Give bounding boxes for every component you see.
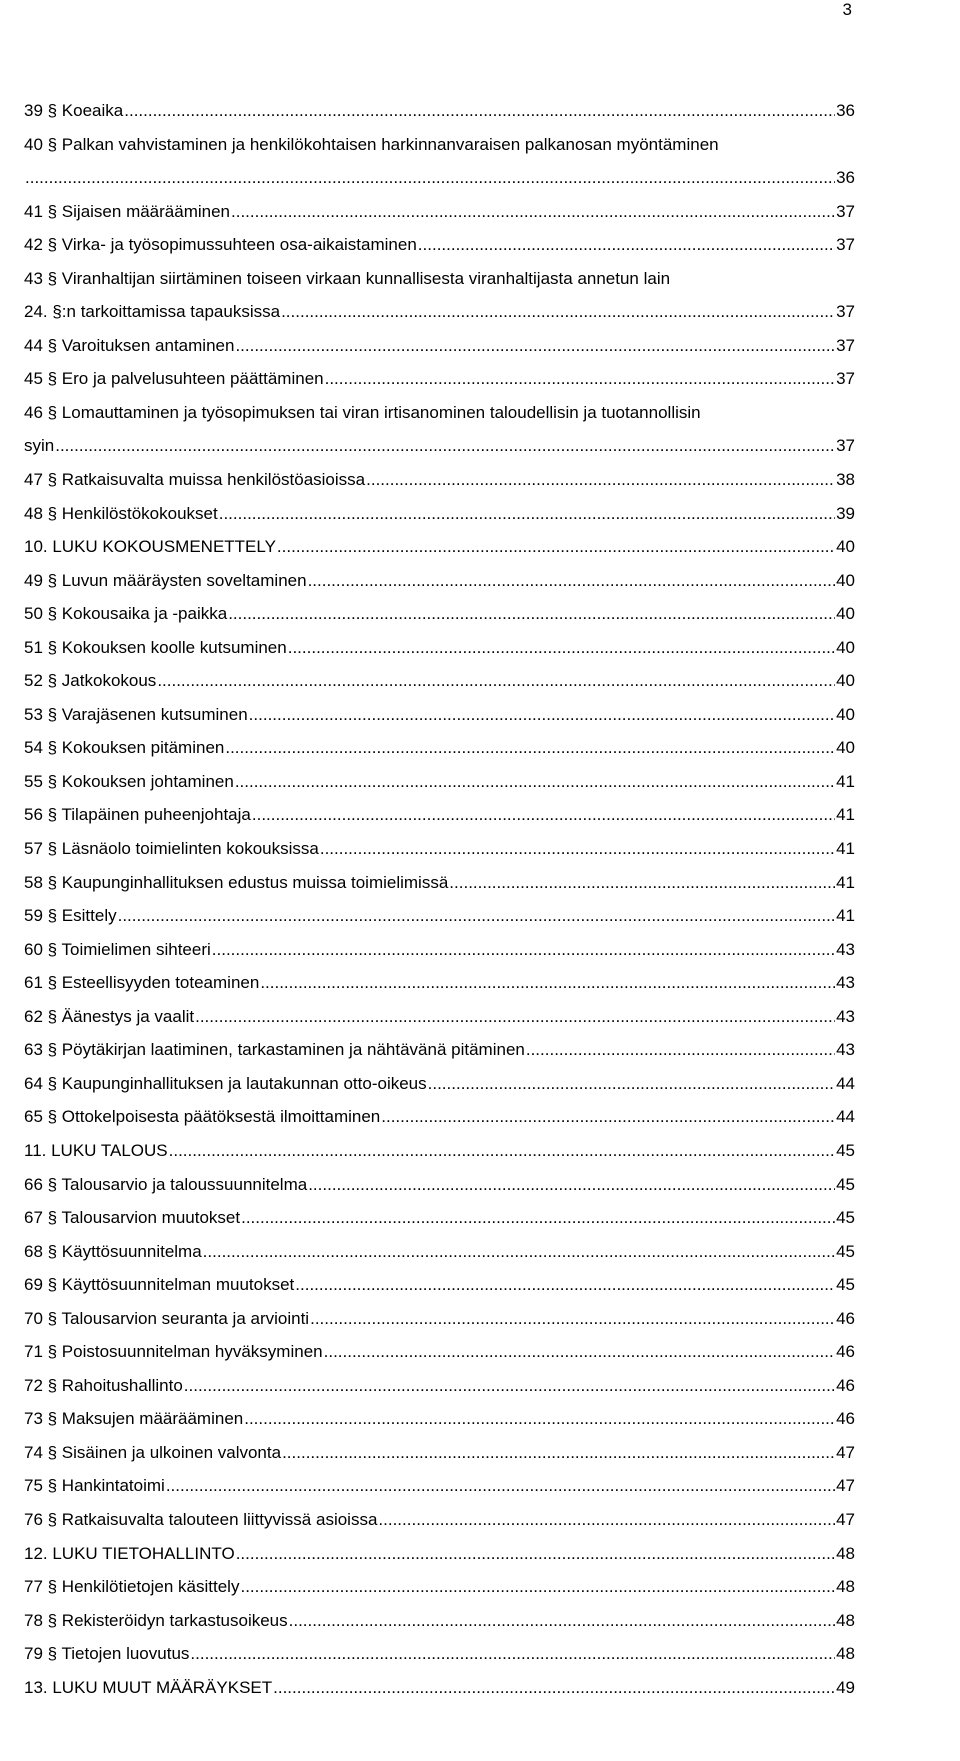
- toc-entry-page: 47: [836, 1476, 855, 1496]
- toc-entry-title: 45 § Ero ja palvelusuhteen päättäminen: [24, 369, 324, 389]
- toc-entry[interactable]: [24, 1469, 855, 1503]
- toc-entry[interactable]: [24, 664, 855, 698]
- toc-entry-title: 12. LUKU TIETOHALLINTO: [24, 1543, 235, 1563]
- dot-leader: [240, 1570, 835, 1604]
- toc-entry-title: 44 § Varoituksen antaminen: [24, 335, 235, 355]
- dot-leader: [203, 1235, 835, 1269]
- dot-leader: [526, 1033, 835, 1067]
- toc-entry-title: 66 § Talousarvio ja taloussuunnitelma: [24, 1174, 308, 1194]
- toc-entry-title: 75 § Hankintatoimi: [24, 1476, 165, 1496]
- toc-entry-title: 68 § Käyttösuunnitelma: [24, 1241, 202, 1261]
- toc-entry-page: 46: [836, 1375, 855, 1395]
- dot-leader: [378, 1503, 835, 1537]
- toc-entry-page: 45: [836, 1140, 855, 1160]
- toc-entry-page: 40: [836, 637, 855, 657]
- toc-entry-page: 41: [836, 839, 855, 859]
- dot-leader: [295, 1268, 835, 1302]
- toc-entry[interactable]: [24, 262, 855, 329]
- toc-entry[interactable]: [24, 362, 855, 396]
- toc-entry-page: 37: [836, 335, 855, 355]
- toc-entry-title: 72 § Rahoitushallinto: [24, 1375, 183, 1395]
- toc-entry-title: 61 § Esteellisyyden toteaminen: [24, 973, 260, 993]
- toc-entry-title: 10. LUKU KOKOUSMENETTELY: [24, 537, 276, 557]
- toc-entry[interactable]: [24, 899, 855, 933]
- toc-entry-page: 48: [836, 1577, 855, 1597]
- toc-entry[interactable]: [24, 128, 855, 195]
- dot-leader: [124, 94, 835, 128]
- toc-entry-title-continued: syin: [24, 436, 55, 456]
- dot-leader: [288, 631, 835, 665]
- toc-entry[interactable]: [24, 94, 855, 128]
- toc-entry-title: 51 § Kokouksen koolle kutsuminen: [24, 637, 287, 657]
- dot-leader: [252, 798, 835, 832]
- toc-entry-page: 37: [836, 369, 855, 389]
- toc-entry-title: 48 § Henkilöstökokoukset: [24, 503, 218, 523]
- toc-entry-title: 77 § Henkilötietojen käsittely: [24, 1577, 240, 1597]
- dot-leader: [249, 698, 835, 732]
- toc-entry-page: 40: [836, 738, 855, 758]
- toc-entry[interactable]: [24, 530, 855, 564]
- dot-leader: [225, 731, 835, 765]
- toc-entry-page: 38: [836, 470, 855, 490]
- toc-entry-title: 69 § Käyttösuunnitelman muutokset: [24, 1275, 295, 1295]
- toc-entry-page: 44: [836, 1073, 855, 1093]
- toc-entry[interactable]: [24, 195, 855, 229]
- dot-leader: [366, 463, 835, 497]
- toc-entry-page: 41: [836, 906, 855, 926]
- toc-entry[interactable]: [24, 1235, 855, 1269]
- toc-entry[interactable]: [24, 1537, 855, 1571]
- toc-entry[interactable]: [24, 765, 855, 799]
- toc-entry-title: 64 § Kaupunginhallituksen ja lautakunnan otto-oikeus: [24, 1073, 427, 1093]
- dot-leader: [157, 664, 835, 698]
- toc-entry-title: 58 § Kaupunginhallituksen edustus muissa toimielimissä: [24, 872, 449, 892]
- toc-entry-title: 55 § Kokouksen johtaminen: [24, 771, 234, 791]
- toc-entry[interactable]: [24, 933, 855, 967]
- toc-entry-title: 67 § Talousarvion muutokset: [24, 1208, 241, 1228]
- toc-entry-page: 40: [836, 604, 855, 624]
- toc-entry-title: 73 § Maksujen määrääminen: [24, 1409, 244, 1429]
- toc-entry[interactable]: [24, 798, 855, 832]
- toc-entry-title: 40 § Palkan vahvistaminen ja henkilökohtaisen harkinnanvaraisen palkanosan myöntäminen: [24, 134, 719, 154]
- toc-entry-page: 41: [836, 872, 855, 892]
- page-number: 3: [842, 0, 852, 19]
- dot-leader: [418, 228, 835, 262]
- toc-entry-title: 13. LUKU MUUT MÄÄRÄYKSET: [24, 1677, 273, 1697]
- toc-entry-page: 45: [836, 1275, 855, 1295]
- toc-entry-page: 36: [836, 101, 855, 120]
- dot-leader: [449, 866, 835, 900]
- toc-entry-page: 37: [836, 201, 855, 221]
- dot-leader: [55, 429, 835, 463]
- toc-entry[interactable]: [24, 228, 855, 262]
- dot-leader: [308, 564, 836, 598]
- dot-leader: [273, 1671, 835, 1705]
- toc-entry-page: 47: [836, 1509, 855, 1529]
- toc-entry-page: 46: [836, 1308, 855, 1328]
- toc-entry-page: 43: [836, 973, 855, 993]
- toc-entry[interactable]: [24, 1637, 855, 1671]
- dot-leader: [219, 497, 835, 531]
- toc-entry[interactable]: [24, 564, 855, 598]
- toc-entry-title: 53 § Varajäsenen kutsuminen: [24, 704, 248, 724]
- toc-entry-page: 46: [836, 1409, 855, 1429]
- dot-leader: [381, 1100, 835, 1134]
- toc-entry[interactable]: [24, 1168, 855, 1202]
- dot-leader: [428, 1067, 835, 1101]
- toc-entry-title: 50 § Kokousaika ja -paikka: [24, 604, 228, 624]
- toc-entry-title: 62 § Äänestys ja vaalit: [24, 1006, 195, 1026]
- toc-entry-title: 47 § Ratkaisuvalta muissa henkilöstöasioissa: [24, 470, 366, 490]
- dot-leader: [320, 832, 835, 866]
- toc-entry-page: 40: [836, 537, 855, 557]
- toc-entry[interactable]: [24, 1369, 855, 1403]
- toc-entry-title: 70 § Talousarvion seuranta ja arviointi: [24, 1308, 310, 1328]
- toc-entry-page: 40: [836, 570, 855, 590]
- toc-entry[interactable]: [24, 966, 855, 1000]
- toc-entry-page: 48: [836, 1644, 855, 1664]
- table-of-contents: [24, 94, 855, 1704]
- toc-entry[interactable]: [24, 1100, 855, 1134]
- dot-leader: [195, 1000, 835, 1034]
- toc-entry[interactable]: [24, 1268, 855, 1302]
- toc-entry-page: 41: [836, 805, 855, 825]
- toc-entry-title: 46 § Lomauttaminen ja työsopimuksen tai viran irtisanominen taloudellisin ja tuotannollisin: [24, 402, 701, 422]
- dot-leader: [236, 1537, 835, 1571]
- dot-leader: [166, 1469, 835, 1503]
- toc-entry-title: 56 § Tilapäinen puheenjohtaja: [24, 805, 251, 825]
- toc-entry-page: 49: [836, 1677, 855, 1697]
- toc-entry-page: 36: [836, 168, 855, 188]
- toc-entry-title: 54 § Kokouksen pitäminen: [24, 738, 225, 758]
- dot-leader: [324, 1335, 835, 1369]
- toc-entry-page: 43: [836, 1006, 855, 1026]
- toc-entry[interactable]: [24, 866, 855, 900]
- toc-entry[interactable]: [24, 1302, 855, 1336]
- toc-entry-title: 74 § Sisäinen ja ulkoinen valvonta: [24, 1442, 282, 1462]
- toc-entry[interactable]: [24, 1335, 855, 1369]
- toc-entry-title: 39 § Koeaika: [24, 101, 124, 120]
- dot-leader: [325, 362, 835, 396]
- toc-entry-title: 79 § Tietojen luovutus: [24, 1644, 190, 1664]
- toc-entry-page: 43: [836, 939, 855, 959]
- toc-entry[interactable]: [24, 1201, 855, 1235]
- dot-leader: [212, 933, 835, 967]
- dot-leader: [282, 1436, 835, 1470]
- toc-entry-page: 37: [836, 436, 855, 456]
- toc-entry[interactable]: [24, 631, 855, 665]
- dot-leader: [281, 295, 835, 329]
- toc-entry-page: 44: [836, 1107, 855, 1127]
- dot-leader: [260, 966, 835, 1000]
- toc-entry-page: 45: [836, 1241, 855, 1261]
- dot-leader: [310, 1302, 835, 1336]
- toc-entry[interactable]: [24, 731, 855, 765]
- toc-entry-title: 57 § Läsnäolo toimielinten kokouksissa: [24, 839, 319, 859]
- toc-entry-page: 47: [836, 1442, 855, 1462]
- toc-entry[interactable]: [24, 1033, 855, 1067]
- dot-leader: [244, 1402, 835, 1436]
- toc-entry[interactable]: [24, 1067, 855, 1101]
- toc-entry-title: 78 § Rekisteröidyn tarkastusoikeus: [24, 1610, 288, 1630]
- dot-leader: [169, 1134, 835, 1168]
- dot-leader: [25, 161, 835, 195]
- toc-entry[interactable]: [24, 497, 855, 531]
- toc-entry-page: 37: [836, 235, 855, 255]
- toc-entry[interactable]: [24, 832, 855, 866]
- toc-entry[interactable]: [24, 396, 855, 463]
- toc-entry-title: 49 § Luvun määräysten soveltaminen: [24, 570, 307, 590]
- toc-entry-title: 42 § Virka- ja työsopimussuhteen osa-aikaistaminen: [24, 235, 417, 255]
- toc-entry[interactable]: [24, 1570, 855, 1604]
- toc-entry-title: 71 § Poistosuunnitelman hyväksyminen: [24, 1342, 323, 1362]
- toc-entry-page: 48: [836, 1610, 855, 1630]
- toc-entry-page: 45: [836, 1174, 855, 1194]
- toc-entry-title: 11. LUKU TALOUS: [24, 1140, 168, 1160]
- toc-entry[interactable]: [24, 329, 855, 363]
- dot-leader: [190, 1637, 835, 1671]
- toc-entry-title: 65 § Ottokelpoisesta päätöksestä ilmoittaminen: [24, 1107, 381, 1127]
- dot-leader: [241, 1201, 835, 1235]
- toc-entry-page: 40: [836, 704, 855, 724]
- dot-leader: [308, 1168, 835, 1202]
- toc-entry-title: 59 § Esittely: [24, 906, 117, 926]
- toc-entry[interactable]: [24, 597, 855, 631]
- dot-leader: [277, 530, 835, 564]
- toc-entry-page: 45: [836, 1208, 855, 1228]
- toc-entry[interactable]: [24, 1134, 855, 1168]
- toc-entry-page: 41: [836, 771, 855, 791]
- toc-entry-page: 39: [836, 503, 855, 523]
- toc-entry-page: 40: [836, 671, 855, 691]
- toc-entry-title: 43 § Viranhaltijan siirtäminen toiseen virkaan kunnallisesta viranhaltijasta annetun lain: [24, 268, 671, 288]
- toc-entry-page: 46: [836, 1342, 855, 1362]
- toc-entry-page: 48: [836, 1543, 855, 1563]
- toc-entry-title-continued: 24. §:n tarkoittamissa tapauksissa: [24, 302, 281, 322]
- dot-leader: [228, 597, 835, 631]
- toc-entry-title: 60 § Toimielimen sihteeri: [24, 939, 211, 959]
- toc-entry-page: 43: [836, 1040, 855, 1060]
- dot-leader: [184, 1369, 835, 1403]
- toc-entry[interactable]: [24, 1604, 855, 1638]
- toc-entry-page: 37: [836, 302, 855, 322]
- dot-leader: [118, 899, 835, 933]
- toc-entry[interactable]: [24, 1436, 855, 1470]
- toc-entry-title: 52 § Jatkokokous: [24, 671, 157, 691]
- toc-entry[interactable]: [24, 1503, 855, 1537]
- dot-leader: [235, 329, 835, 363]
- dot-leader: [289, 1604, 835, 1638]
- toc-entry-title: 41 § Sijaisen määrääminen: [24, 201, 231, 221]
- toc-entry[interactable]: [24, 1000, 855, 1034]
- toc-entry[interactable]: [24, 1671, 855, 1705]
- toc-entry[interactable]: [24, 463, 855, 497]
- toc-entry[interactable]: [24, 698, 855, 732]
- toc-entry[interactable]: [24, 1402, 855, 1436]
- toc-entry-title: 63 § Pöytäkirjan laatiminen, tarkastaminen ja nähtävänä pitäminen: [24, 1040, 525, 1060]
- dot-leader: [231, 195, 835, 229]
- dot-leader: [235, 765, 835, 799]
- toc-entry-title: 76 § Ratkaisuvalta talouteen liittyvissä asioissa: [24, 1509, 378, 1529]
